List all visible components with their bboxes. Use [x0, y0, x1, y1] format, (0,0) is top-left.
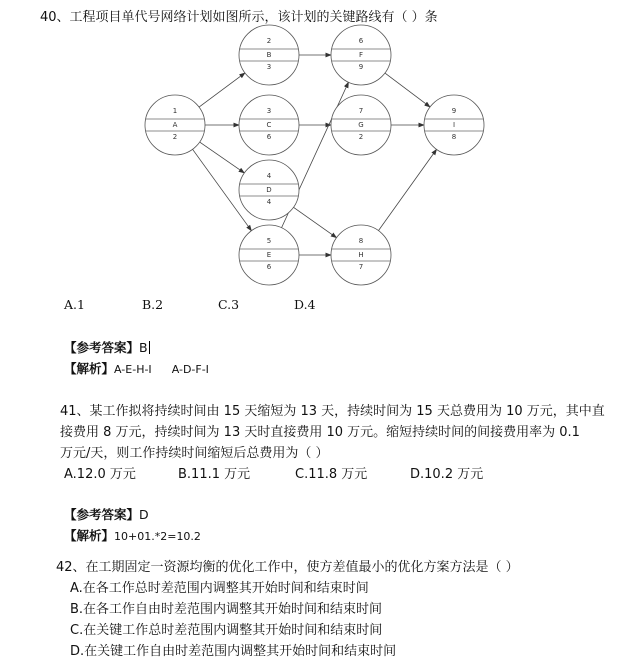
node-C	[239, 95, 299, 155]
node-name-text: H	[358, 251, 364, 259]
q42-option-c: C.在关键工作总时差范围内调整其开始时间和结束时间	[70, 623, 383, 638]
node-name-text: C	[266, 121, 272, 129]
node-name-text: G	[358, 121, 364, 129]
q42-stem: 42、在工期固定一资源均衡的优化工作中，使方差值最小的优化方案方法是（ ）	[56, 560, 519, 575]
node-top-text: 5	[266, 237, 272, 245]
node-top-text: 3	[266, 107, 272, 115]
node-top-text: 6	[358, 37, 364, 45]
node-bottom-text: 2	[172, 133, 178, 141]
q41-analysis-value: 10+01.*2=10.2	[114, 530, 201, 543]
node-top-text: 2	[266, 37, 272, 45]
q41-answer-value: D	[139, 507, 149, 522]
q40-option-a: A.1	[64, 297, 85, 312]
q41-stem-line-1: 41、某工作拟将持续时间由 15 天缩短为 13 天，持续时间为 15 天总费用为 10 万元，其中直	[60, 404, 605, 419]
q41-stem-line-3: 万元/天，则工作持续时间缩短后总费用为（ ）	[60, 446, 329, 461]
arrow-H-I	[378, 149, 436, 230]
node-bottom-text: 6	[266, 263, 272, 271]
node-name-text: E	[266, 251, 272, 259]
node-bottom-text: 2	[358, 133, 364, 141]
text-cursor	[149, 341, 150, 354]
node-bottom-text: 3	[266, 63, 272, 71]
node-name-text: F	[358, 51, 364, 59]
q41-answer-label: 【参考答案】	[64, 507, 140, 522]
node-bottom-text: 4	[266, 198, 272, 206]
q40-answer	[64, 338, 150, 356]
node-bottom-text: 9	[358, 63, 364, 71]
q40-analysis	[64, 359, 209, 377]
node-name-text: D	[266, 186, 272, 194]
node-top-text: 8	[358, 237, 364, 245]
node-D	[239, 160, 299, 220]
q40-option-c: C.3	[218, 297, 240, 312]
q40-option-d: D.4	[294, 297, 316, 312]
node-name-text: I	[452, 121, 456, 129]
node-top-text: 9	[451, 107, 457, 115]
node-bottom-text: 7	[358, 263, 364, 271]
node-G	[331, 95, 391, 155]
arrow-D-H	[294, 207, 337, 237]
network-diagram	[0, 0, 636, 300]
q41-stem-line-2: 接费用 8 万元，持续时间为 13 天时直接费用 10 万元。缩短持续时间的间接费用率为 0.1	[60, 425, 580, 440]
q40-answer-value: B	[139, 340, 148, 355]
node-top-text: 4	[266, 172, 272, 180]
q41-option-a: A.12.0 万元	[64, 467, 136, 482]
node-H	[331, 225, 391, 285]
q41-analysis-label: 【解析】	[64, 528, 115, 543]
q42-option-a: A.在各工作总时差范围内调整其开始时间和结束时间	[70, 581, 369, 596]
q40-analysis-path-1: A-E-H-I	[114, 363, 152, 376]
arrow-A-B	[199, 73, 245, 107]
q41-option-c: C.11.8 万元	[295, 467, 368, 482]
q40-answer-label: 【参考答案】	[64, 340, 140, 355]
node-E	[239, 225, 299, 285]
node-bottom-text: 6	[266, 133, 272, 141]
node-bottom-text: 8	[451, 133, 457, 141]
node-I	[424, 95, 484, 155]
q41-answer	[64, 505, 149, 523]
node-top-text: 7	[358, 107, 364, 115]
q40-analysis-path-2: A-D-F-I	[171, 363, 209, 376]
q42-option-d: D.在关键工作自由时差范围内调整其开始时间和结束时间	[70, 644, 397, 659]
q40-analysis-label: 【解析】	[64, 361, 115, 376]
arrow-F-I	[385, 73, 430, 107]
q41-analysis	[64, 526, 201, 544]
q41-option-d: D.10.2 万元	[410, 467, 484, 482]
q42-option-b: B.在各工作自由时差范围内调整其开始时间和结束时间	[70, 602, 383, 617]
q41-option-b: B.11.1 万元	[178, 467, 251, 482]
q40-option-b: B.2	[142, 297, 164, 312]
q40-stem: 40、工程项目单代号网络计划如图所示，该计划的关键路线有（ ）条	[40, 10, 438, 25]
node-top-text: 1	[172, 107, 178, 115]
node-F	[331, 25, 391, 85]
node-name-text: B	[266, 51, 272, 59]
node-name-text: A	[172, 121, 178, 129]
node-B	[239, 25, 299, 85]
node-A	[145, 95, 205, 155]
